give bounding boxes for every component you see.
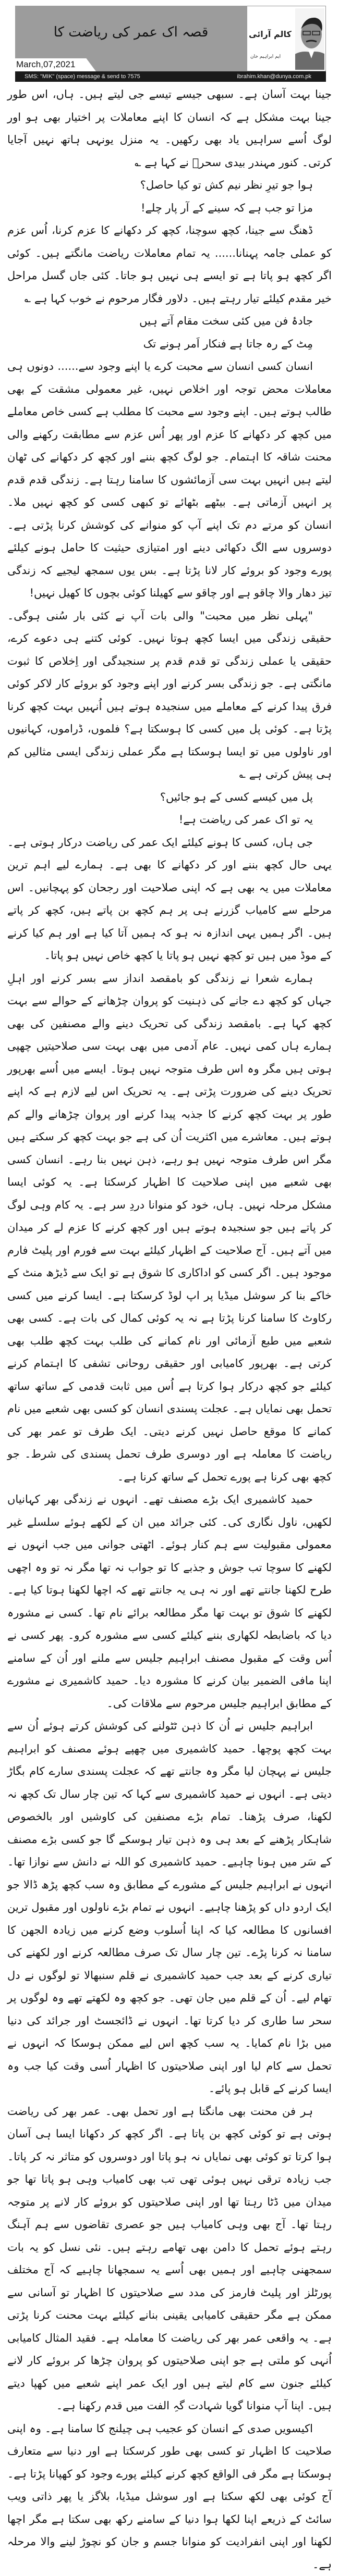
author-portrait bbox=[295, 8, 324, 70]
paragraph: جینا بہت آسان ہے۔ سبھی جیسے تیسے جی لیتے ہیں۔ ہاں، اس طور جینا بہت مشکل ہے کہ انسان کا اپنے معاملات پر اختیار بھی ہو اور لوگ اُسے سراہیں یاد بھی رکھیں۔ یہ منزل یونہی ہاتھ نہیں آجایا کرتی۔ کنور مہندر بیدی سحرؔ نے کہا ہے ؎ bbox=[7, 83, 332, 174]
paragraph: اکیسویں صدی کے انسان کو عجیب ہی چیلنج کا سامنا ہے۔ وہ اپنی صلاحیت کا اظہار تو کسی بھی طور کرسکتا ہے اور دنیا سے متعارف ہوسکتا ہے مگر فی الواقع کچھ کرنے کیلئے پورے وجود کو کھپانا پڑتا ہے۔ آج کوئی بھی لکھ سکتا ہے اور سوشل میڈیا، بلاگز یا پھر ذاتی ویب سائٹ کے ذریعے اپنا لکھا ہوا دنیا کے سامنے رکھ بھی سکتا ہے مگر اچھا لکھنا اور اپنی انفرادیت کو منوانا جسم و جان کو نچوڑ لینے والا مرحلہ ہے۔ bbox=[7, 2418, 332, 2576]
paragraph: "پہلی نظر میں محبت" والی بات آپ نے کئی بار سُنی ہوگی۔ حقیقی زندگی میں ایسا کچھ ہوتا نہیں۔ کوئی کتنے ہی دعوے کرے، حقیقی یا عملی زندگی تو قدم قدم پر سنجیدگی اور اِخلاص کا ثبوت مانگتی ہے۔ جو زندگی بسر کرنے اور اپنے وجود کو بروئے کار لاکر کوئی فرق پیدا کرنے کے معاملے میں سنجیدہ ہوتے ہیں اُنہیں بہت کچھ کرنا پڑتا ہے۔ کوئی پل میں کسی کا ہوسکتا ہے؟ فلموں، ڈراموں، کہانیوں اور ناولوں میں تو ایسا ہوسکتا ہے مگر عملی زندگی ایسی مثالیں کم ہی پیش کرتی ہے ؎ bbox=[7, 605, 332, 786]
verse-line: یہ تو اک عمر کی ریاضت ہے! bbox=[7, 808, 313, 831]
paragraph: جی ہاں، کسی کا ہونے کیلئے ایک عمر کی ریاضت درکار ہوتی ہے۔ یہی حال کچھ بننے اور کر دکھانے کا بھی ہے۔ ہمارے لیے اہم ترین معاملات میں یہ بھی ہے کہ اپنی صلاحیت اور رجحان کو پہچانیں۔ اس مرحلے سے کامیاب گزرنے ہی پر ہم کچھ بن پاتے ہیں، کچھ کر پاتے ہیں۔ اگر ہمیں یہی اندازہ نہ ہو کہ ہمیں آتا کیا ہے اور ہم کیا کرنے کے موڈ میں ہیں تو کچھ نہیں ہو پاتا یا کچھ خاص نہیں ہو پاتا۔ bbox=[7, 831, 332, 967]
verse-line: مزا تو جب ہے کہ سینے کے آر پار چلے! bbox=[7, 197, 313, 220]
verse-line: مِٹ کے رہ جاتا ہے فنکار اَمر ہونے تک bbox=[7, 333, 313, 356]
verse bbox=[7, 174, 332, 219]
author-box bbox=[247, 6, 326, 71]
column-title: قصہ اک عمر کی ریاضت کا bbox=[15, 6, 247, 58]
contact-bar bbox=[15, 71, 326, 82]
column-header bbox=[15, 6, 326, 82]
paragraph: حمید کاشمیری ایک بڑے مصنف تھے۔ انہوں نے زندگی بھر کہانیاں لکھیں، ناول نگاری کی۔ کئی جرائد میں ان کے لکھے ہوئے سلسلے غیر معمولی مقبولیت سے ہم کنار ہوئے۔ اٹھتی جوانی میں جب انہوں نے لکھنے کا سوچا تب جوش و جذبے کا تو جواب نہ تھا مگر نہ تو وہ اچھی طرح لکھنا جانتے تھے اور نہ ہی یہ جانتے تھے کہ اچھا لکھنا ہوتا کیا ہے۔ لکھنے کا شوق تو بہت تھا مگر مطالعہ برائے نام تھا۔ کسی نے مشورہ دیا کہ باضابطہ لکھاری بننے کیلئے کسی سے مشورہ کرو۔ پھر کسی نے اُس وقت کے مقبول مصنف ابراہیم جلیس سے ملنے اور اُن کے سامنے اپنا مافی الضمیر بیان کرنے کا مشورہ دیا۔ حمید کاشمیری نے مشورے کے مطابق ابراہیم جلیس مرحوم سے ملاقات کی۔ bbox=[7, 1488, 332, 1715]
paragraph: ڈھنگ سے جینا، کچھ سوچنا، کچھ کر دکھانے کا عزم کرنا، اُس عزم کو عملی جامہ پہنانا...... یہ تمام معاملات ریاضت مانگتے ہیں۔ کوئی اگر کچھ ہو پاتا ہے تو ایسے ہی نہیں ہو جاتا۔ کئی جاں گسل مراحل خیر مقدم کیلئے تیار رہتے ہیں۔ دلاور فگار مرحوم نے خوب کہا ہے ؎ bbox=[7, 219, 332, 310]
paragraph: ہمارے شعرا نے زندگی کو بامقصد انداز سے بسر کرنے اور اہلِ جہاں کو کچھ دے جانے کی ذہنیت کو پروان چڑھانے کے حوالے سے بہت کچھ کہا ہے۔ بامقصد زندگی کی تحریک دینے والے مصنفین کی بھی ہمارے ہاں کمی نہیں۔ عام آدمی میں بھی بہت سی صلاحیتیں چھپی ہوتی ہیں مگر وہ اس طرف متوجہ نہیں ہوتا۔ ایسے میں اُسے بھرپور تحریک دینے کی ضرورت پڑتی ہے۔ یہ تحریک اس لیے لازم ہے کہ اپنے طور پر بہت کچھ کرنے کا جذبہ پیدا کرنے اور پروان چڑھانے والے کم ہوتے ہیں۔ معاشرے میں اکثریت اُن کی ہے جو بہت کچھ کر سکتے ہیں مگر اس طرف متوجہ نہیں ہو رہے، ذہن نہیں بنا رہے۔ انسان کسی بھی شعبے میں اپنی صلاحیت کا اظہار کرسکتا ہے۔ یہ کوئی ایسا مشکل مرحلہ نہیں۔ ہاں، خود کو منوانا دردِ سر ہے۔ یہ کام وہی لوگ کر پاتے ہیں جو سنجیدہ ہوتے ہیں اور کچھ کرنے کا عزم لے کر میدان میں آتے ہیں۔ آج صلاحیت کے اظہار کیلئے بہت سے فورم اور پلیٹ فارم موجود ہیں۔ اگر کسی کو اداکاری کا شوق ہے تو ایک سے ڈیڑھ منٹ کے خاکے بنا کر سوشل میڈیا پر اپ لوڈ کرسکتا ہے۔ ایسا کرنے میں کسی رکاوٹ کا سامنا کرنا پڑتا ہے نہ یہ کوئی کمال کی بات ہے۔ کسی بھی شعبے میں طبع آزمائی اور نام کمانے کی طلب بہت کچھ طلب بھی کرتی ہے۔ بھرپور کامیابی اور حقیقی روحانی تشفی کا اہتمام کرنے کیلئے جو کچھ درکار ہوا کرتا ہے اُس میں ثابت قدمی کے ساتھ ساتھ تحمل بھی نمایاں ہے۔ عجلت پسندی انسان کو کسی بھی شعبے میں نام کمانے کا موقع حاصل نہیں کرنے دیتی۔ ایک طرف تو عمر بھر کی ریاضت کا معاملہ ہے اور دوسری طرف تحمل پسندی کی شرط۔ جو کچھ بھی کرنا ہے پورے تحمل کے ساتھ کرنا ہے۔ bbox=[7, 967, 332, 1489]
verse-line: پل میں کیسے کسی کے ہو جائیں؟ bbox=[7, 786, 313, 809]
author-email[interactable]: ibrahim.khan@dunya.com.pk bbox=[237, 73, 311, 80]
publish-date: March,07,2021 bbox=[16, 59, 75, 70]
verse-line: ہوا جو تیرِ نظر نیم کش تو کیا حاصل؟ bbox=[7, 174, 313, 197]
paragraph: انسان کسی انسان سے محبت کرے یا اپنے وجود سے...... دونوں ہی معاملات محض توجہ اور اخلاص نہیں، غیر معمولی مشقت کے بھی طالب ہوتے ہیں۔ اپنے وجود سے محبت کا مطلب ہے کسی خاص معاملے میں کچھ کر دکھانے کا عزم اور پھر اُس عزم سے مطابقت رکھنے والی محنت شاقہ کا اہتمام۔ جو لوگ کچھ بننے اور کچھ کر دکھانے کی ٹھان لیتے ہیں انہیں بہت سی آزمائشوں کا سامنا رہتا ہے۔ زندگی قدم قدم پر انہیں آزماتی ہے۔ بیٹھے بٹھائے تو کبھی کسی کو کچھ نہیں ملا۔ انسان کو مرتے دم تک اپنے آپ کو منوانے کی کوشش کرنا پڑتی ہے۔ دوسروں سے الگ دکھائی دینے اور امتیازی حیثیت کا حامل ہونے کیلئے پورے وجود کو بروئے کار لانا پڑتا ہے۔ بس یوں سمجھ لیجیے کہ زندگی تیز دھار والا چاقو ہے اور چاقو سے کھیلنا کوئی بچوں کا کھیل نہیں! bbox=[7, 355, 332, 605]
column-logo: کالم آرائی bbox=[249, 29, 292, 39]
paragraph: ہر فن محنت بھی مانگتا ہے اور تحمل بھی۔ عمر بھر کی ریاضت ہوتی ہے تو کوئی کچھ بن پاتا ہے۔ اگر کچھ کر دکھانا ایسا ہی آسان ہوا کرتا تو کوئی بھی نمایاں نہ ہو پاتا اور دوسروں کو متاثر نہ کر پاتا۔ جب زیادہ ترقی نہیں ہوئی تھی تب بھی کامیاب وہی ہو پاتا تھا جو میدان میں ڈٹا رہتا تھا اور اپنی صلاحیتوں کو بروئے کار لانے پر متوجہ رہتا تھا۔ آج بھی وہی کامیاب ہیں جو عصری تقاضوں سے ہم آہنگ رہتے ہوئے تحمل کا دامن بھی تھامے رہتے ہیں۔ نئی نسل کو یہ بات سمجھنی چاہیے اور ہمیں بھی اُسے یہ سمجھانا چاہیے کہ آج مختلف پورٹلز اور پلیٹ فارمز کی مدد سے صلاحیتوں کا اظہار تو آسانی سے ممکن ہے مگر حقیقی کامیابی یقینی بنانے کیلئے بہت محنت کرنا پڑتی ہے۔ یہ واقعی عمر بھر کی ریاضت کا معاملہ ہے۔ فقید المثال کامیابی اُنہی کو ملتی ہے جو اپنی صلاحیتوں کو پروان چڑھا کر بروئے کار لانے کیلئے جنون سے کام لیتے ہیں اور ایک عمر اپنے شعبے میں کھپا دیتے ہیں۔ اپنا آپ منوانا گویا شہادت گہِ الفت میں قدم رکھنا ہے۔ bbox=[7, 2100, 332, 2418]
article-body bbox=[7, 83, 332, 2576]
verse-line: جادۂ فن میں کئی سخت مقام آتے ہیں bbox=[7, 310, 313, 333]
verse bbox=[7, 786, 332, 831]
verse bbox=[7, 310, 332, 355]
paragraph: ابراہیم جلیس نے اُن کا ذہن ٹٹولنے کی کوشش کرتے ہوئے اُن سے بہت کچھ پوچھا۔ حمید کاشمیری میں چھپے ہوئے مصنف کو ابراہیم جلیس نے پہچان لیا مگر وہ جانتے تھے کہ عجلت پسندی سارے کام بگاڑ دیتی ہے۔ انہوں نے حمید کاشمیری سے کہا کہ تین چار سال تک کچھ نہ لکھنا، صرف پڑھنا۔ تمام بڑے مصنفین کی کاوشیں اور بالخصوص شاہکار پڑھنے کے بعد ہی وہ ذہن تیار ہوسکے گا جو کسی بڑے مصنف کے سَر میں ہونا چاہیے۔ حمید کاشمیری کو اللہ نے دانش سے نوازا تھا۔ انہوں نے ابراہیم جلیس کے مشورے کے مطابق وہ سب کچھ پڑھ ڈالا جو ایک اردو داں کو پڑھنا چاہیے۔ انہوں نے تمام بڑے ناولوں اور مقبول ترین افسانوں کا مطالعہ کیا کہ اپنا اُسلوب وضع کرنے میں زیادہ الجھن کا سامنا نہ کرنا پڑے۔ تین چار سال تک صرف مطالعہ کرنے اور لکھنے کی تیاری کرنے کے بعد جب حمید کاشمیری نے قلم سنبھالا تو لوگوں نے دل تھام لیے۔ اُن کے قلم میں جان تھی۔ جو کچھ وہ لکھتے تھے وہ لوگوں پر سحر سا طاری کر دیا کرتا تھا۔ انہوں نے ڈائجسٹ اور جرائد کی دنیا میں بڑا نام کمایا۔ یہ سب کچھ اس لیے ممکن ہوسکا کہ انہوں نے تحمل سے کام لیا اور اپنی صلاحیتوں کا اظہار اُسی وقت کیا جب وہ ایسا کرنے کے قابل ہو پائے۔ bbox=[7, 1715, 332, 2100]
sms-info: SMS: "MIK" (space) message & send to 7575 bbox=[25, 73, 140, 80]
author-name: ایم ابراہیم خان bbox=[250, 54, 281, 59]
